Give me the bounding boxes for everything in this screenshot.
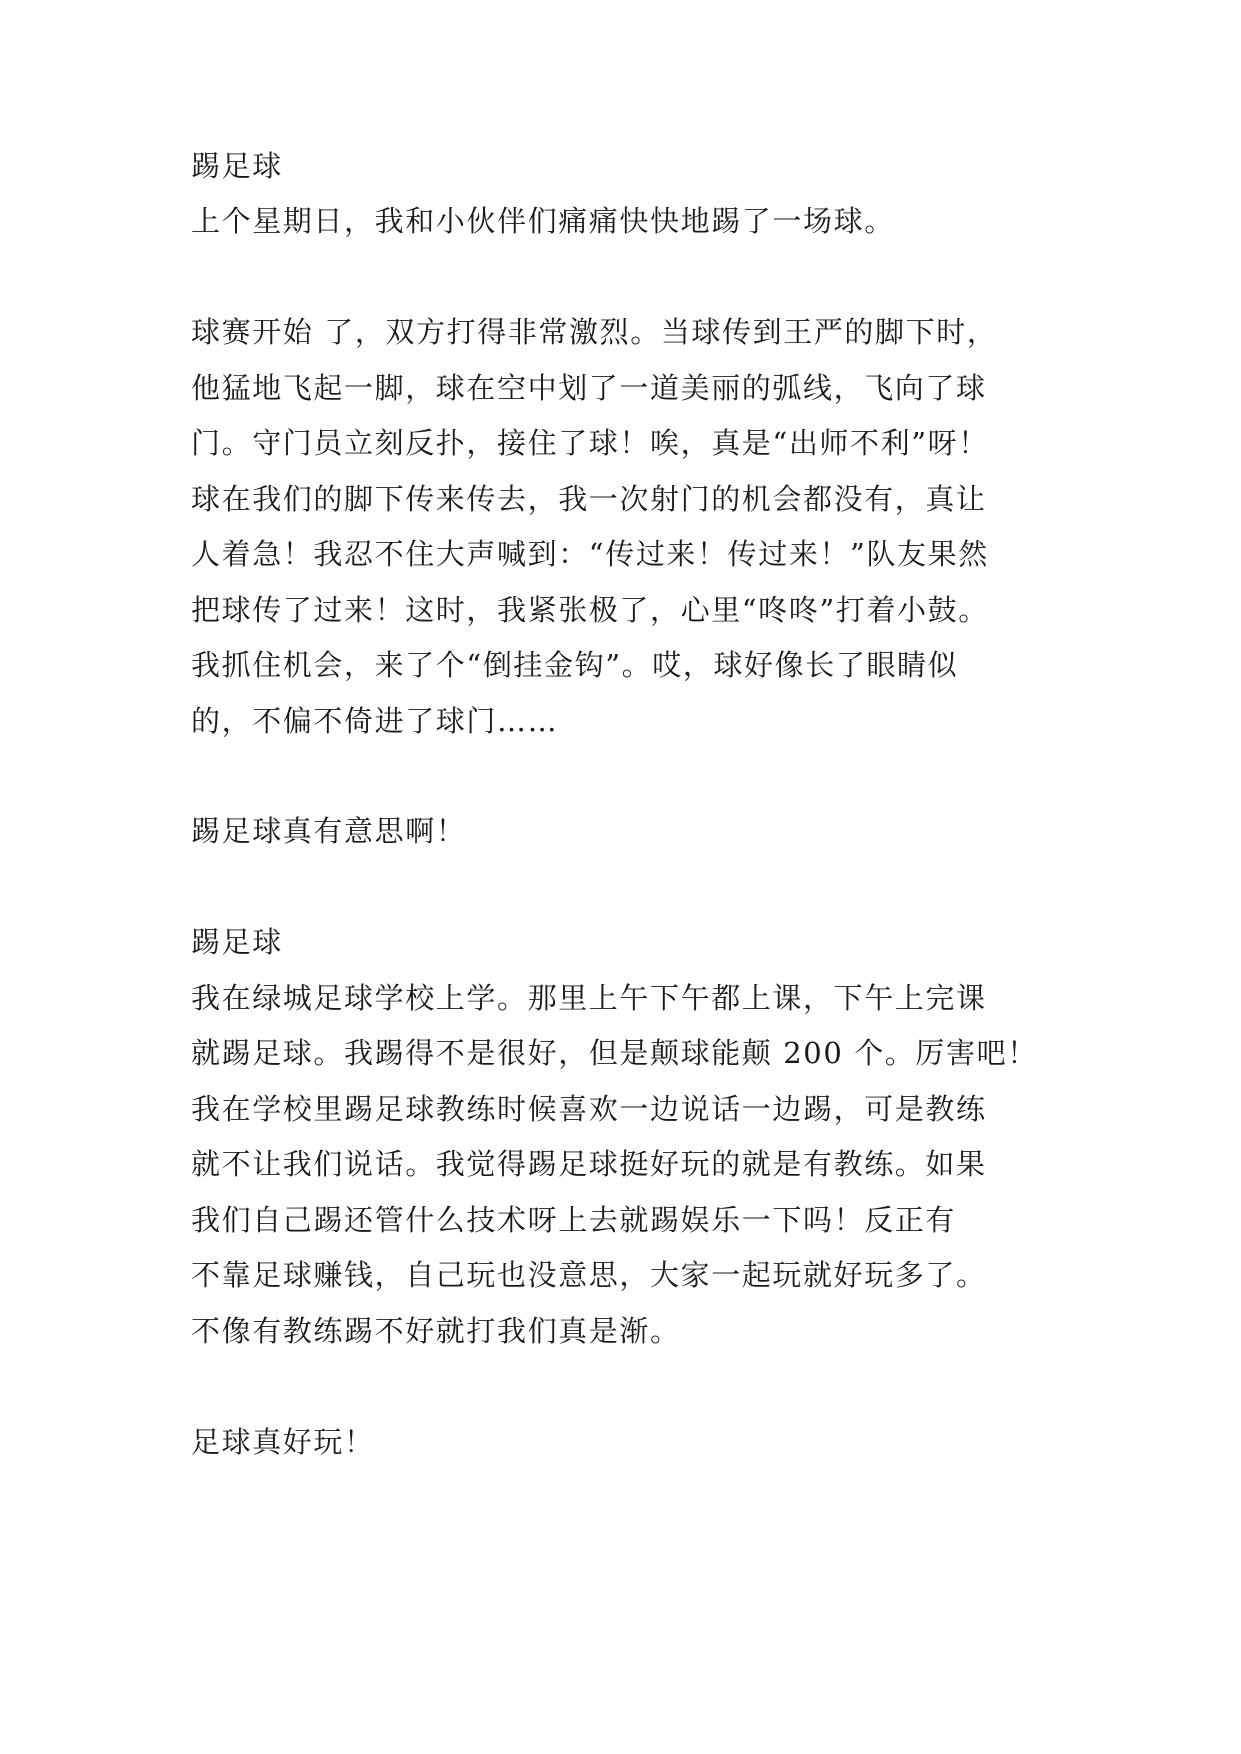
paragraph-line: 把球传了过来！这时，我紧张极了，心里“咚咚”打着小鼓。 [191, 593, 989, 627]
essay-intro: 上个星期日，我和小伙伴们痛痛快快地踢了一场球。 [191, 204, 895, 238]
paragraph-line: 人着急！我忍不住大声喊到：“传过来！传过来！”队友果然 [191, 537, 989, 571]
paragraph-line: 球在我们的脚下传来传去，我一次射门的机会都没有，真让 [191, 482, 987, 516]
paragraph-line: 就踢足球。我踢得不是很好，但是颠球能颠 200 个。厉害吧！ [191, 1036, 1038, 1070]
paragraph-line: 门。守门员立刻反扑，接住了球！唉，真是“出师不利”呀！ [191, 426, 989, 460]
paragraph-line: 不靠足球赚钱，自己玩也没意思，大家一起玩就好玩多了。 [191, 1258, 987, 1292]
paragraph-line: 就不让我们说话。我觉得踢足球挺好玩的就是有教练。如果 [191, 1147, 987, 1181]
paragraph-line: 我在绿城足球学校上学。那里上午下午都上课，下午上完课 [191, 981, 987, 1015]
essay-title: 踢足球 [191, 925, 283, 959]
essay-conclusion: 足球真好玩！ [191, 1425, 375, 1459]
paragraph-line: 我抓住机会，来了个“倒挂金钩”。哎，球好像长了眼睛似 [191, 648, 959, 682]
essay-title: 踢足球 [191, 149, 283, 183]
paragraph-line: 不像有教练踢不好就打我们真是渐。 [191, 1314, 681, 1348]
paragraph-line: 他猛地飞起一脚，球在空中划了一道美丽的弧线，飞向了球 [191, 371, 987, 405]
paragraph-line: 我们自己踢还管什么技术呀上去就踢娱乐一下吗！反正有 [191, 1203, 957, 1237]
paragraph-line: 我在学校里踢足球教练时候喜欢一边说话一边踢，可是教练 [191, 1092, 987, 1126]
essay-conclusion: 踢足球真有意思啊！ [191, 814, 467, 848]
paragraph-line: 球赛开始 了，双方打得非常激烈。当球传到王严的脚下时， [191, 315, 998, 349]
paragraph-line: 的，不偏不倚进了球门…… [191, 704, 559, 738]
